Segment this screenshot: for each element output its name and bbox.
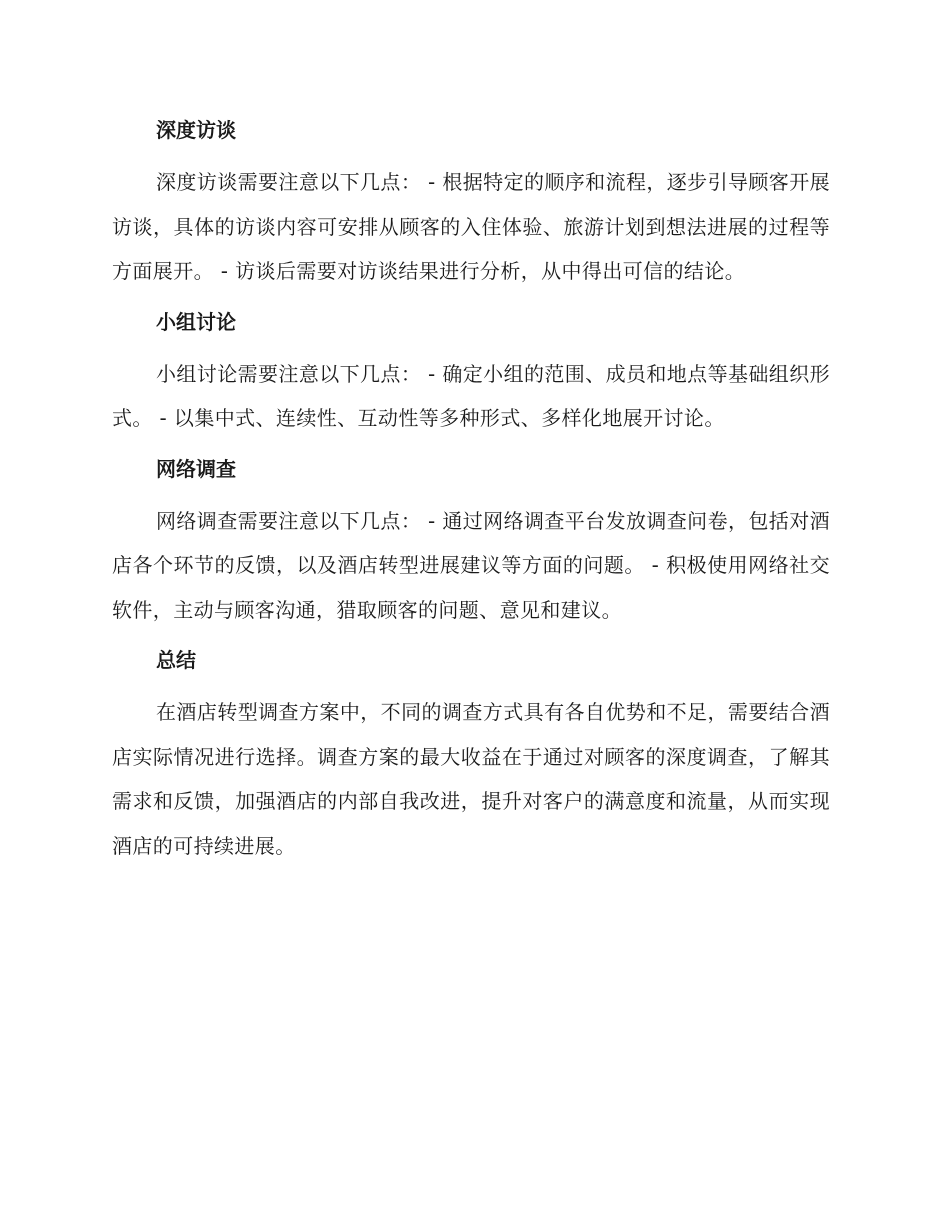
section-heading: 网络调查 <box>156 456 236 481</box>
section-paragraph: 小组讨论需要注意以下几点： - 确定小组的范围、成员和地点等基础组织形式。 - 以集中式、连续性、互动性等多种形式、多样化地展开讨论。 <box>112 361 830 430</box>
section-online-survey <box>112 451 830 633</box>
section-group-discussion <box>112 304 830 441</box>
section-heading: 总结 <box>156 648 196 672</box>
section-heading: 小组讨论 <box>156 309 236 334</box>
section-summary <box>112 642 830 868</box>
document-content <box>112 112 830 868</box>
section-paragraph: 网络调查需要注意以下几点： - 通过网络调查平台发放调查问卷，包括对酒店各个环节的反馈，以及酒店转型进展建议等方面的问题。 - 积极使用网络社交软件，主动与顾客沟通，猎取顾客的问题、意见和建议。 <box>112 508 830 622</box>
section-heading: 深度访谈 <box>156 118 236 142</box>
section-paragraph: 在酒店转型调查方案中，不同的调查方式具有各自优势和不足，需要结合酒店实际情况进行选择。调查方案的最大收益在于通过对顾客的深度调查，了解其需求和反馈，加强酒店的内部自我改进，提升对客户的满意度和流量，从而实现酒店的可持续进展。 <box>112 700 830 858</box>
section-paragraph: 深度访谈需要注意以下几点： - 根据特定的顺序和流程，逐步引导顾客开展访谈，具体的访谈内容可安排从顾客的入住体验、旅游计划到想法进展的过程等方面展开。 - 访谈后需要对访谈结果进行分析，从中得出可信的结论。 <box>112 170 830 283</box>
section-in-depth-interview <box>112 112 830 294</box>
